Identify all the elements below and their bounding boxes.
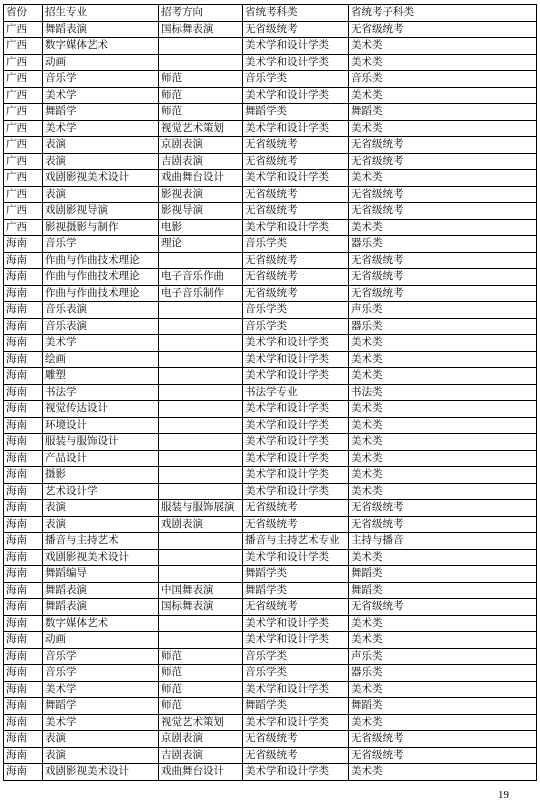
cell-exam-category: 美术学和设计学类	[243, 549, 349, 566]
cell-exam-category: 音乐学类	[243, 302, 349, 319]
cell-province: 广西	[4, 87, 43, 104]
cell-direction: 师范	[159, 665, 243, 682]
cell-direction	[159, 335, 243, 352]
cell-exam-category: 音乐学类	[243, 318, 349, 335]
table-row	[4, 285, 537, 302]
cell-exam-category: 无省级统考	[243, 516, 349, 533]
table-row	[4, 54, 537, 71]
cell-exam-category: 美术学和设计学类	[243, 120, 349, 137]
cell-major: 美术学	[43, 87, 159, 104]
table-row	[4, 269, 537, 286]
cell-exam-subcategory: 美术类	[349, 401, 537, 418]
cell-exam-subcategory: 舞蹈类	[349, 104, 537, 121]
cell-exam-category: 美术学和设计学类	[243, 87, 349, 104]
cell-major: 影视摄影与制作	[43, 219, 159, 236]
cell-exam-category: 无省级统考	[243, 153, 349, 170]
cell-major: 音乐学	[43, 71, 159, 88]
table-row	[4, 186, 537, 203]
table-row	[4, 87, 537, 104]
cell-province: 海南	[4, 615, 43, 632]
table-row	[4, 731, 537, 748]
cell-exam-subcategory: 无省级统考	[349, 252, 537, 269]
table-row	[4, 483, 537, 500]
table-row	[4, 120, 537, 137]
cell-exam-category: 无省级统考	[243, 747, 349, 764]
cell-direction: 影视导演	[159, 203, 243, 220]
cell-exam-category: 美术学和设计学类	[243, 368, 349, 385]
cell-exam-subcategory: 美术类	[349, 549, 537, 566]
cell-province: 海南	[4, 747, 43, 764]
table-row	[4, 153, 537, 170]
table-row	[4, 318, 537, 335]
cell-major: 美术学	[43, 120, 159, 137]
cell-direction	[159, 368, 243, 385]
table-body	[4, 21, 537, 780]
cell-exam-category: 美术学和设计学类	[243, 434, 349, 451]
cell-major: 舞蹈表演	[43, 582, 159, 599]
cell-exam-subcategory: 美术类	[349, 764, 537, 781]
cell-province: 海南	[4, 417, 43, 434]
cell-province: 海南	[4, 302, 43, 319]
cell-exam-category: 无省级统考	[243, 269, 349, 286]
cell-major: 舞蹈表演	[43, 599, 159, 616]
cell-exam-subcategory: 舞蹈类	[349, 566, 537, 583]
table-row	[4, 368, 537, 385]
cell-direction: 师范	[159, 104, 243, 121]
cell-province: 海南	[4, 533, 43, 550]
cell-exam-category: 无省级统考	[243, 21, 349, 38]
table-row	[4, 170, 537, 187]
table-row	[4, 681, 537, 698]
cell-exam-subcategory: 美术类	[349, 335, 537, 352]
cell-exam-category: 美术学和设计学类	[243, 170, 349, 187]
cell-province: 海南	[4, 384, 43, 401]
cell-direction: 国标舞表演	[159, 21, 243, 38]
cell-major: 环境设计	[43, 417, 159, 434]
cell-province: 海南	[4, 582, 43, 599]
cell-province: 海南	[4, 285, 43, 302]
cell-major: 表演	[43, 186, 159, 203]
cell-exam-subcategory: 美术类	[349, 219, 537, 236]
cell-exam-subcategory: 声乐类	[349, 648, 537, 665]
cell-major: 戏剧影视美术设计	[43, 764, 159, 781]
cell-direction: 电子音乐作曲	[159, 269, 243, 286]
cell-direction: 电影	[159, 219, 243, 236]
cell-major: 表演	[43, 500, 159, 517]
table-row	[4, 599, 537, 616]
cell-major: 音乐表演	[43, 318, 159, 335]
table-row	[4, 236, 537, 253]
cell-direction	[159, 252, 243, 269]
cell-province: 海南	[4, 483, 43, 500]
cell-direction	[159, 566, 243, 583]
cell-direction: 师范	[159, 698, 243, 715]
cell-exam-subcategory: 美术类	[349, 681, 537, 698]
cell-exam-subcategory: 无省级统考	[349, 203, 537, 220]
cell-direction	[159, 417, 243, 434]
cell-province: 广西	[4, 137, 43, 154]
cell-province: 海南	[4, 351, 43, 368]
cell-exam-subcategory: 无省级统考	[349, 137, 537, 154]
cell-exam-category: 美术学和设计学类	[243, 335, 349, 352]
cell-direction	[159, 384, 243, 401]
table-row	[4, 137, 537, 154]
cell-major: 作曲与作曲技术理论	[43, 285, 159, 302]
cell-direction: 师范	[159, 648, 243, 665]
cell-exam-subcategory: 美术类	[349, 417, 537, 434]
table-row	[4, 71, 537, 88]
cell-exam-category: 美术学和设计学类	[243, 417, 349, 434]
cell-exam-subcategory: 无省级统考	[349, 599, 537, 616]
table-row	[4, 615, 537, 632]
cell-province: 海南	[4, 566, 43, 583]
table-row	[4, 648, 537, 665]
cell-exam-subcategory: 无省级统考	[349, 153, 537, 170]
table-row	[4, 533, 537, 550]
cell-exam-category: 舞蹈学类	[243, 582, 349, 599]
cell-province: 广西	[4, 120, 43, 137]
cell-exam-subcategory: 无省级统考	[349, 731, 537, 748]
cell-exam-category: 美术学和设计学类	[243, 764, 349, 781]
cell-direction: 视觉艺术策划	[159, 714, 243, 731]
table-row	[4, 38, 537, 55]
cell-major: 表演	[43, 747, 159, 764]
table-header-row	[4, 5, 537, 22]
cell-exam-subcategory: 音乐类	[349, 71, 537, 88]
admissions-table	[3, 4, 537, 781]
cell-province: 广西	[4, 170, 43, 187]
cell-exam-category: 美术学和设计学类	[243, 351, 349, 368]
cell-province: 海南	[4, 500, 43, 517]
cell-exam-subcategory: 美术类	[349, 54, 537, 71]
table-row	[4, 450, 537, 467]
cell-direction	[159, 483, 243, 500]
cell-province: 海南	[4, 681, 43, 698]
cell-province: 广西	[4, 54, 43, 71]
table-row	[4, 549, 537, 566]
cell-direction	[159, 54, 243, 71]
cell-province: 海南	[4, 549, 43, 566]
cell-exam-subcategory: 美术类	[349, 615, 537, 632]
cell-direction	[159, 467, 243, 484]
cell-exam-category: 美术学和设计学类	[243, 219, 349, 236]
cell-exam-category: 美术学和设计学类	[243, 467, 349, 484]
table-row	[4, 434, 537, 451]
table-row	[4, 698, 537, 715]
cell-direction: 京剧表演	[159, 137, 243, 154]
cell-exam-subcategory: 无省级统考	[349, 500, 537, 517]
cell-direction	[159, 351, 243, 368]
cell-major: 舞蹈学	[43, 104, 159, 121]
cell-major: 表演	[43, 153, 159, 170]
admissions-table-sheet	[3, 4, 537, 781]
table-row	[4, 401, 537, 418]
table-row	[4, 384, 537, 401]
cell-exam-category: 无省级统考	[243, 252, 349, 269]
cell-exam-subcategory: 舞蹈类	[349, 698, 537, 715]
cell-direction: 服装与服饰展演	[159, 500, 243, 517]
header-major: 招生专业	[43, 5, 159, 22]
cell-province: 海南	[4, 450, 43, 467]
cell-exam-subcategory: 无省级统考	[349, 285, 537, 302]
cell-exam-subcategory: 美术类	[349, 632, 537, 649]
cell-direction	[159, 549, 243, 566]
cell-major: 戏剧影视导演	[43, 203, 159, 220]
cell-direction: 中国舞表演	[159, 582, 243, 599]
table-row	[4, 302, 537, 319]
cell-major: 雕塑	[43, 368, 159, 385]
header-exam-category: 省统考科类	[243, 5, 349, 22]
cell-major: 摄影	[43, 467, 159, 484]
cell-province: 广西	[4, 71, 43, 88]
cell-major: 美术学	[43, 335, 159, 352]
cell-direction: 影视表演	[159, 186, 243, 203]
table-row	[4, 252, 537, 269]
cell-exam-category: 美术学和设计学类	[243, 401, 349, 418]
cell-province: 海南	[4, 516, 43, 533]
cell-exam-category: 无省级统考	[243, 285, 349, 302]
cell-exam-subcategory: 美术类	[349, 120, 537, 137]
cell-exam-category: 美术学和设计学类	[243, 681, 349, 698]
cell-province: 海南	[4, 434, 43, 451]
cell-major: 书法学	[43, 384, 159, 401]
cell-exam-category: 音乐学类	[243, 71, 349, 88]
cell-direction	[159, 615, 243, 632]
cell-exam-subcategory: 无省级统考	[349, 21, 537, 38]
cell-exam-category: 美术学和设计学类	[243, 54, 349, 71]
table-row	[4, 516, 537, 533]
cell-province: 海南	[4, 335, 43, 352]
cell-exam-subcategory: 美术类	[349, 87, 537, 104]
cell-province: 海南	[4, 368, 43, 385]
cell-major: 作曲与作曲技术理论	[43, 269, 159, 286]
header-direction: 招考方向	[159, 5, 243, 22]
cell-province: 广西	[4, 219, 43, 236]
cell-major: 动画	[43, 632, 159, 649]
cell-exam-category: 舞蹈学类	[243, 104, 349, 121]
cell-exam-subcategory: 美术类	[349, 450, 537, 467]
cell-exam-subcategory: 无省级统考	[349, 186, 537, 203]
cell-province: 广西	[4, 21, 43, 38]
cell-exam-category: 音乐学类	[243, 236, 349, 253]
cell-direction: 理论	[159, 236, 243, 253]
cell-major: 播音与主持艺术	[43, 533, 159, 550]
table-row	[4, 582, 537, 599]
cell-exam-subcategory: 无省级统考	[349, 747, 537, 764]
table-row	[4, 747, 537, 764]
cell-exam-subcategory: 美术类	[349, 467, 537, 484]
cell-major: 音乐学	[43, 648, 159, 665]
cell-exam-category: 舞蹈学类	[243, 698, 349, 715]
cell-exam-subcategory: 书法类	[349, 384, 537, 401]
cell-exam-category: 无省级统考	[243, 500, 349, 517]
cell-major: 戏剧影视美术设计	[43, 170, 159, 187]
cell-exam-subcategory: 美术类	[349, 351, 537, 368]
cell-province: 海南	[4, 252, 43, 269]
table-row	[4, 764, 537, 781]
cell-province: 海南	[4, 318, 43, 335]
cell-exam-category: 书法学专业	[243, 384, 349, 401]
cell-exam-category: 美术学和设计学类	[243, 483, 349, 500]
cell-exam-category: 音乐学类	[243, 648, 349, 665]
cell-major: 数字媒体艺术	[43, 38, 159, 55]
table-row	[4, 500, 537, 517]
cell-province: 海南	[4, 731, 43, 748]
table-row	[4, 351, 537, 368]
cell-direction: 师范	[159, 87, 243, 104]
cell-exam-subcategory: 舞蹈类	[349, 582, 537, 599]
cell-major: 表演	[43, 137, 159, 154]
cell-direction	[159, 318, 243, 335]
cell-exam-subcategory: 声乐类	[349, 302, 537, 319]
cell-direction: 电子音乐制作	[159, 285, 243, 302]
cell-province: 广西	[4, 38, 43, 55]
cell-direction	[159, 450, 243, 467]
cell-province: 海南	[4, 698, 43, 715]
page-number: 19	[498, 789, 509, 801]
cell-direction	[159, 533, 243, 550]
cell-major: 产品设计	[43, 450, 159, 467]
cell-exam-category: 美术学和设计学类	[243, 450, 349, 467]
cell-exam-subcategory: 美术类	[349, 434, 537, 451]
cell-major: 戏剧影视美术设计	[43, 549, 159, 566]
cell-direction	[159, 434, 243, 451]
table-row	[4, 714, 537, 731]
cell-direction	[159, 38, 243, 55]
cell-province: 海南	[4, 665, 43, 682]
cell-province: 海南	[4, 764, 43, 781]
cell-exam-category: 舞蹈学类	[243, 566, 349, 583]
table-row	[4, 219, 537, 236]
cell-exam-subcategory: 美术类	[349, 170, 537, 187]
cell-province: 海南	[4, 467, 43, 484]
cell-major: 绘画	[43, 351, 159, 368]
cell-exam-category: 无省级统考	[243, 599, 349, 616]
cell-major: 视觉传达设计	[43, 401, 159, 418]
cell-province: 海南	[4, 236, 43, 253]
cell-exam-category: 无省级统考	[243, 137, 349, 154]
cell-exam-subcategory: 美术类	[349, 368, 537, 385]
cell-major: 舞蹈编导	[43, 566, 159, 583]
table-row	[4, 417, 537, 434]
table-row	[4, 467, 537, 484]
cell-direction: 戏曲舞台设计	[159, 170, 243, 187]
cell-exam-subcategory: 美术类	[349, 714, 537, 731]
cell-direction: 京剧表演	[159, 731, 243, 748]
cell-province: 海南	[4, 269, 43, 286]
cell-exam-category: 美术学和设计学类	[243, 615, 349, 632]
table-row	[4, 203, 537, 220]
cell-major: 表演	[43, 516, 159, 533]
header-exam-subcategory: 省统考子科类	[349, 5, 537, 22]
cell-major: 音乐学	[43, 665, 159, 682]
cell-exam-subcategory: 器乐类	[349, 236, 537, 253]
cell-exam-subcategory: 主持与播音	[349, 533, 537, 550]
cell-major: 美术学	[43, 714, 159, 731]
cell-exam-category: 美术学和设计学类	[243, 38, 349, 55]
cell-direction: 视觉艺术策划	[159, 120, 243, 137]
cell-province: 广西	[4, 203, 43, 220]
cell-direction: 师范	[159, 71, 243, 88]
cell-major: 作曲与作曲技术理论	[43, 252, 159, 269]
cell-province: 海南	[4, 714, 43, 731]
table-row	[4, 104, 537, 121]
cell-exam-subcategory: 器乐类	[349, 665, 537, 682]
cell-province: 广西	[4, 153, 43, 170]
table-row	[4, 21, 537, 38]
cell-major: 服装与服饰设计	[43, 434, 159, 451]
cell-province: 广西	[4, 186, 43, 203]
cell-exam-subcategory: 美术类	[349, 38, 537, 55]
cell-exam-category: 无省级统考	[243, 731, 349, 748]
cell-exam-category: 无省级统考	[243, 203, 349, 220]
cell-province: 海南	[4, 599, 43, 616]
cell-direction: 戏曲舞台设计	[159, 764, 243, 781]
cell-direction: 戏剧表演	[159, 516, 243, 533]
cell-exam-subcategory: 无省级统考	[349, 269, 537, 286]
cell-major: 舞蹈学	[43, 698, 159, 715]
cell-direction: 师范	[159, 681, 243, 698]
cell-major: 音乐学	[43, 236, 159, 253]
cell-exam-category: 无省级统考	[243, 186, 349, 203]
cell-major: 动画	[43, 54, 159, 71]
cell-major: 艺术设计学	[43, 483, 159, 500]
cell-direction	[159, 302, 243, 319]
table-row	[4, 632, 537, 649]
cell-direction: 国标舞表演	[159, 599, 243, 616]
cell-exam-subcategory: 器乐类	[349, 318, 537, 335]
cell-province: 海南	[4, 401, 43, 418]
table-row	[4, 335, 537, 352]
header-province: 省份	[4, 5, 43, 22]
cell-major: 舞蹈表演	[43, 21, 159, 38]
cell-direction: 吉剧表演	[159, 747, 243, 764]
table-row	[4, 566, 537, 583]
cell-province: 广西	[4, 104, 43, 121]
cell-direction	[159, 401, 243, 418]
cell-major: 美术学	[43, 681, 159, 698]
cell-exam-category: 美术学和设计学类	[243, 632, 349, 649]
cell-direction	[159, 632, 243, 649]
cell-exam-category: 美术学和设计学类	[243, 714, 349, 731]
cell-province: 海南	[4, 648, 43, 665]
cell-exam-category: 播音与主持艺术专业	[243, 533, 349, 550]
cell-major: 音乐表演	[43, 302, 159, 319]
cell-province: 海南	[4, 632, 43, 649]
cell-major: 数字媒体艺术	[43, 615, 159, 632]
cell-exam-subcategory: 无省级统考	[349, 516, 537, 533]
cell-direction: 吉剧表演	[159, 153, 243, 170]
cell-exam-subcategory: 美术类	[349, 483, 537, 500]
table-row	[4, 665, 537, 682]
cell-exam-category: 音乐学类	[243, 665, 349, 682]
cell-major: 表演	[43, 731, 159, 748]
